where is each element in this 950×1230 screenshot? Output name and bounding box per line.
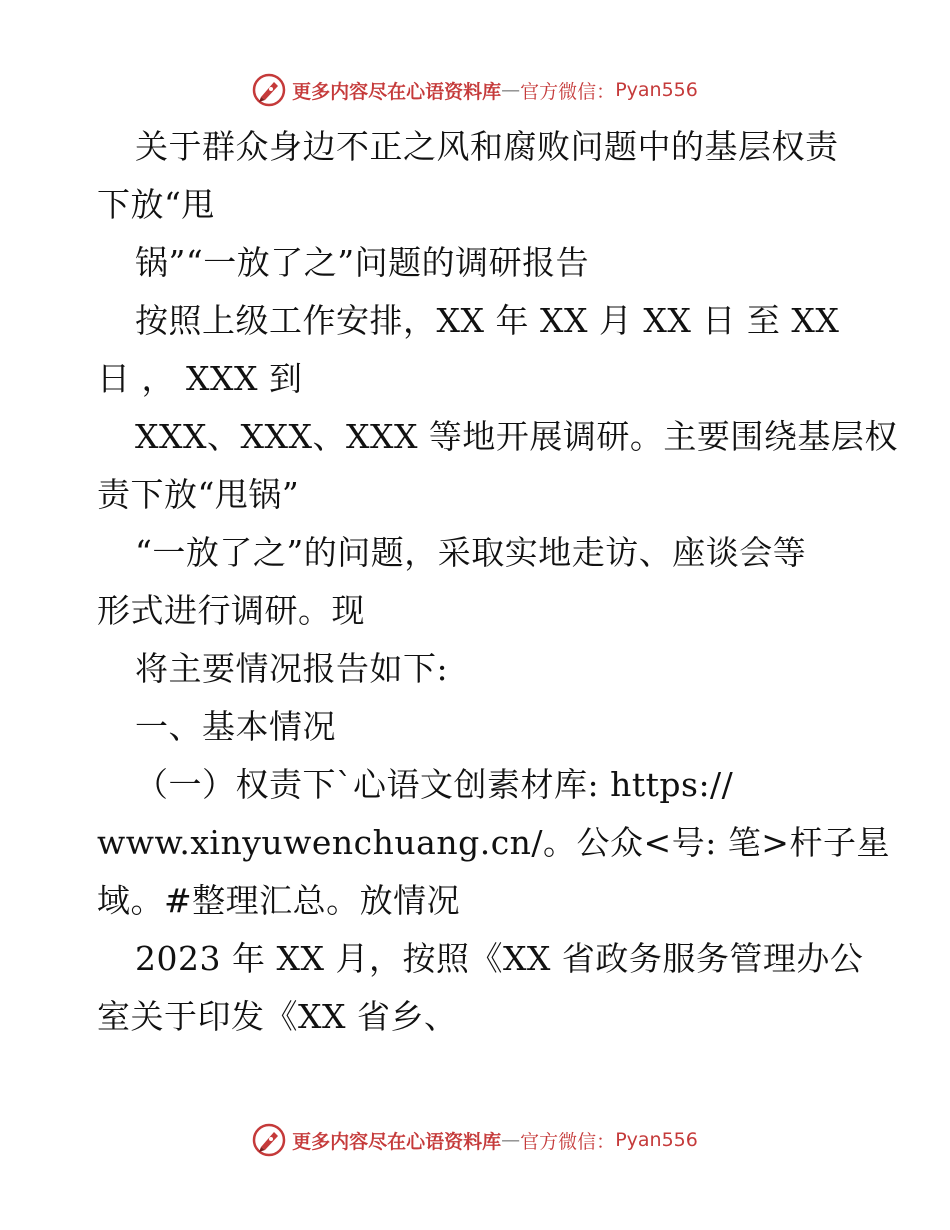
header-wechat-id: Pyan556 — [615, 79, 698, 101]
title-line-2: 下放“甩 — [97, 185, 215, 224]
header-banner-text: 更多内容尽在心语资料库 — [292, 80, 502, 103]
paragraph-line: XXX、XXX、XXX 等地开展调研。主要围绕基层权 — [135, 417, 898, 456]
paragraph-line: 责下放“甩锅” — [97, 475, 300, 514]
paragraph-line: 室关于印发《XX 省乡、 — [97, 997, 458, 1036]
paragraph-line: www.xinyuwenchuang.cn/。公众<号: 笔>杆子星 — [97, 823, 890, 862]
subsection-heading: （一）权责下`心语文创素材库: https:// — [135, 765, 734, 804]
paragraph-line: 2023 年 XX 月，按照《XX 省政务服务管理办公 — [135, 939, 864, 978]
header-banner — [0, 70, 950, 110]
paragraph-line: 日 ， XXX 到 — [97, 359, 303, 398]
paragraph-line: 将主要情况报告如下: — [135, 649, 449, 688]
footer-wechat-label: 官方微信： — [520, 1130, 616, 1153]
title-line-3: 锅”“一放了之”问题的调研报告 — [135, 243, 590, 282]
paragraph-line: 形式进行调研。现 — [97, 591, 365, 630]
footer-banner-text: 更多内容尽在心语资料库 — [292, 1130, 502, 1153]
paragraph-line: 按照上级工作安排，XX 年 XX 月 XX 日 至 XX — [135, 301, 840, 340]
paragraph-line: 域。#整理汇总。放情况 — [97, 881, 461, 920]
pen-logo-icon — [252, 73, 286, 107]
header-banner-separator: — — [501, 79, 521, 101]
document-body — [97, 118, 898, 1046]
title-line-1: 关于群众身边不正之风和腐败问题中的基层权责 — [135, 127, 839, 166]
paragraph-line: “一放了之”的问题，采取实地走访、座谈会等 — [135, 533, 807, 572]
section-heading: 一、基本情况 — [135, 707, 336, 746]
header-wechat-label: 官方微信： — [520, 80, 616, 103]
footer-banner — [0, 1120, 950, 1160]
footer-banner-separator: — — [501, 1129, 521, 1151]
footer-wechat-id: Pyan556 — [615, 1129, 698, 1151]
pen-logo-icon — [252, 1123, 286, 1157]
